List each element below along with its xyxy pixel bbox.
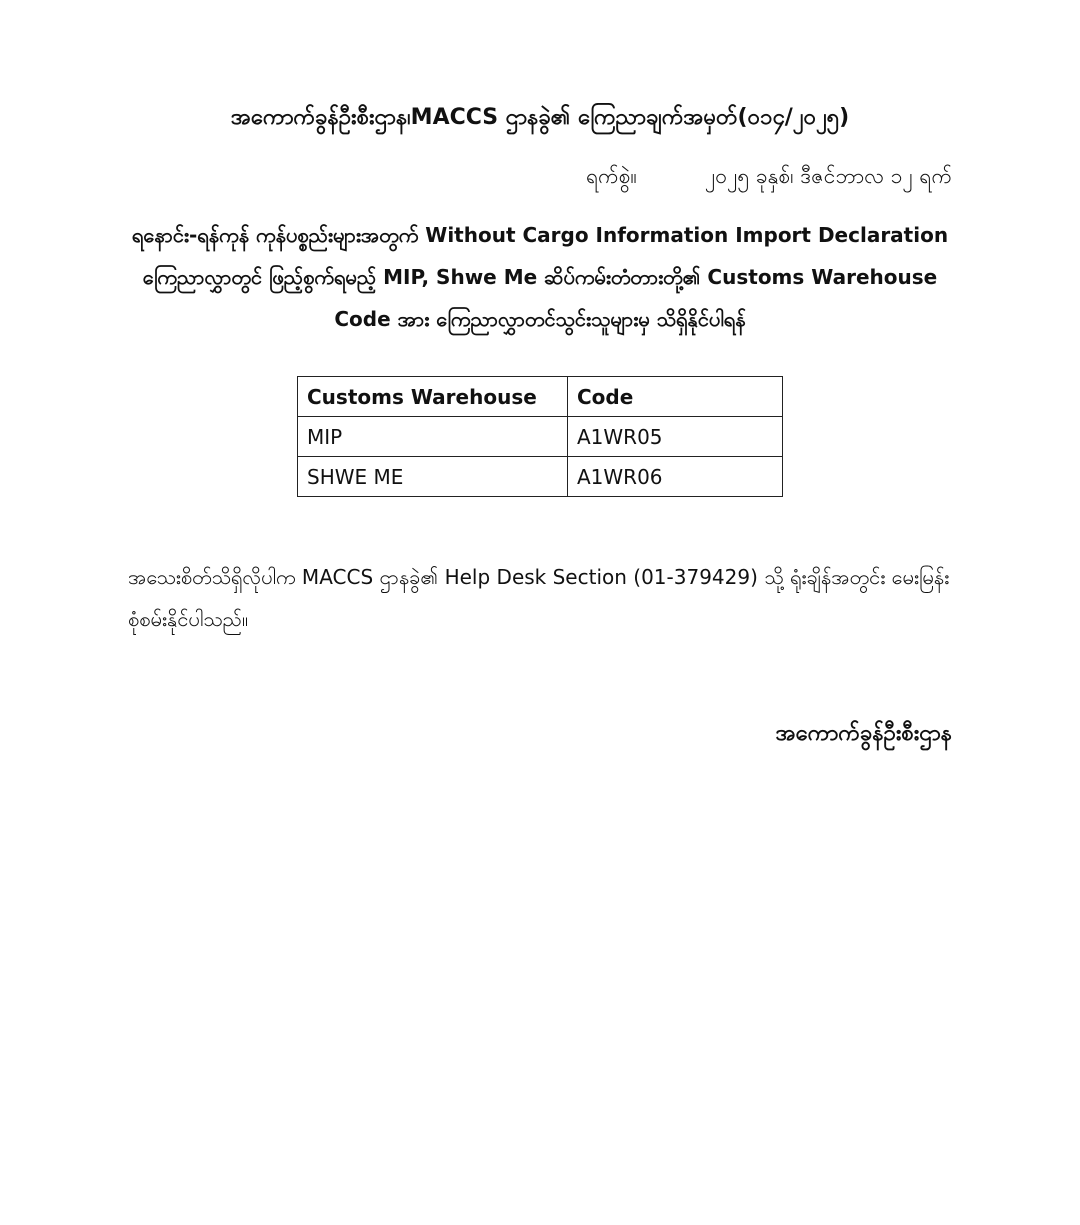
- warehouse-name-cell: MIP: [298, 417, 568, 457]
- header-customs-warehouse: Customs Warehouse: [298, 377, 568, 417]
- warehouse-code-cell: A1WR06: [568, 457, 783, 497]
- warehouse-name-cell: SHWE ME: [298, 457, 568, 497]
- date-value: ၂၀၂၅ ခုနှစ်၊ ဒီဇင်ဘာလ ၁၂ ရက်: [704, 164, 952, 188]
- warehouse-code-cell: A1WR05: [568, 417, 783, 457]
- signature: အကောက်ခွန်ဦးစီးဌာန: [775, 721, 952, 746]
- date-label: ရက်စွဲ။: [586, 164, 637, 188]
- warehouse-code-table: [297, 376, 783, 497]
- table-row: [298, 417, 783, 457]
- announcement-subject: ရနောင်း-ရန်ကုန် ကုန်ပစ္စည်းများအတွက် Without Cargo Information Import Declaration ကြေညာလွှာတွင် ဖြည့်စွက်ရမည့် MIP, Shwe Me ဆိပ်ကမ်းတံတားတို့၏ Customs Warehouse Code အား ကြေညာလွှာတင်သွင်းသူများမှ သိရှိနိုင်ပါရန်: [131, 223, 949, 331]
- table-row: [298, 457, 783, 497]
- table-header-row: [298, 377, 783, 417]
- header-code: Code: [568, 377, 783, 417]
- date-line: [586, 158, 952, 194]
- announcement-title: အကောက်ခွန်ဦးစီးဌာန၊MACCS ဌာနခွဲ၏ ကြေညာချက်အမှတ်(၀၁၄/၂၀၂၅): [230, 105, 850, 130]
- contact-paragraph: အသေးစိတ်သိရှိလိုပါက MACCS ဌာနခွဲ၏ Help Desk Section (01-379429) သို့ ရုံးချိန်အတွင်း မေးမြန်းစုံစမ်းနိုင်ပါသည်။: [128, 565, 950, 631]
